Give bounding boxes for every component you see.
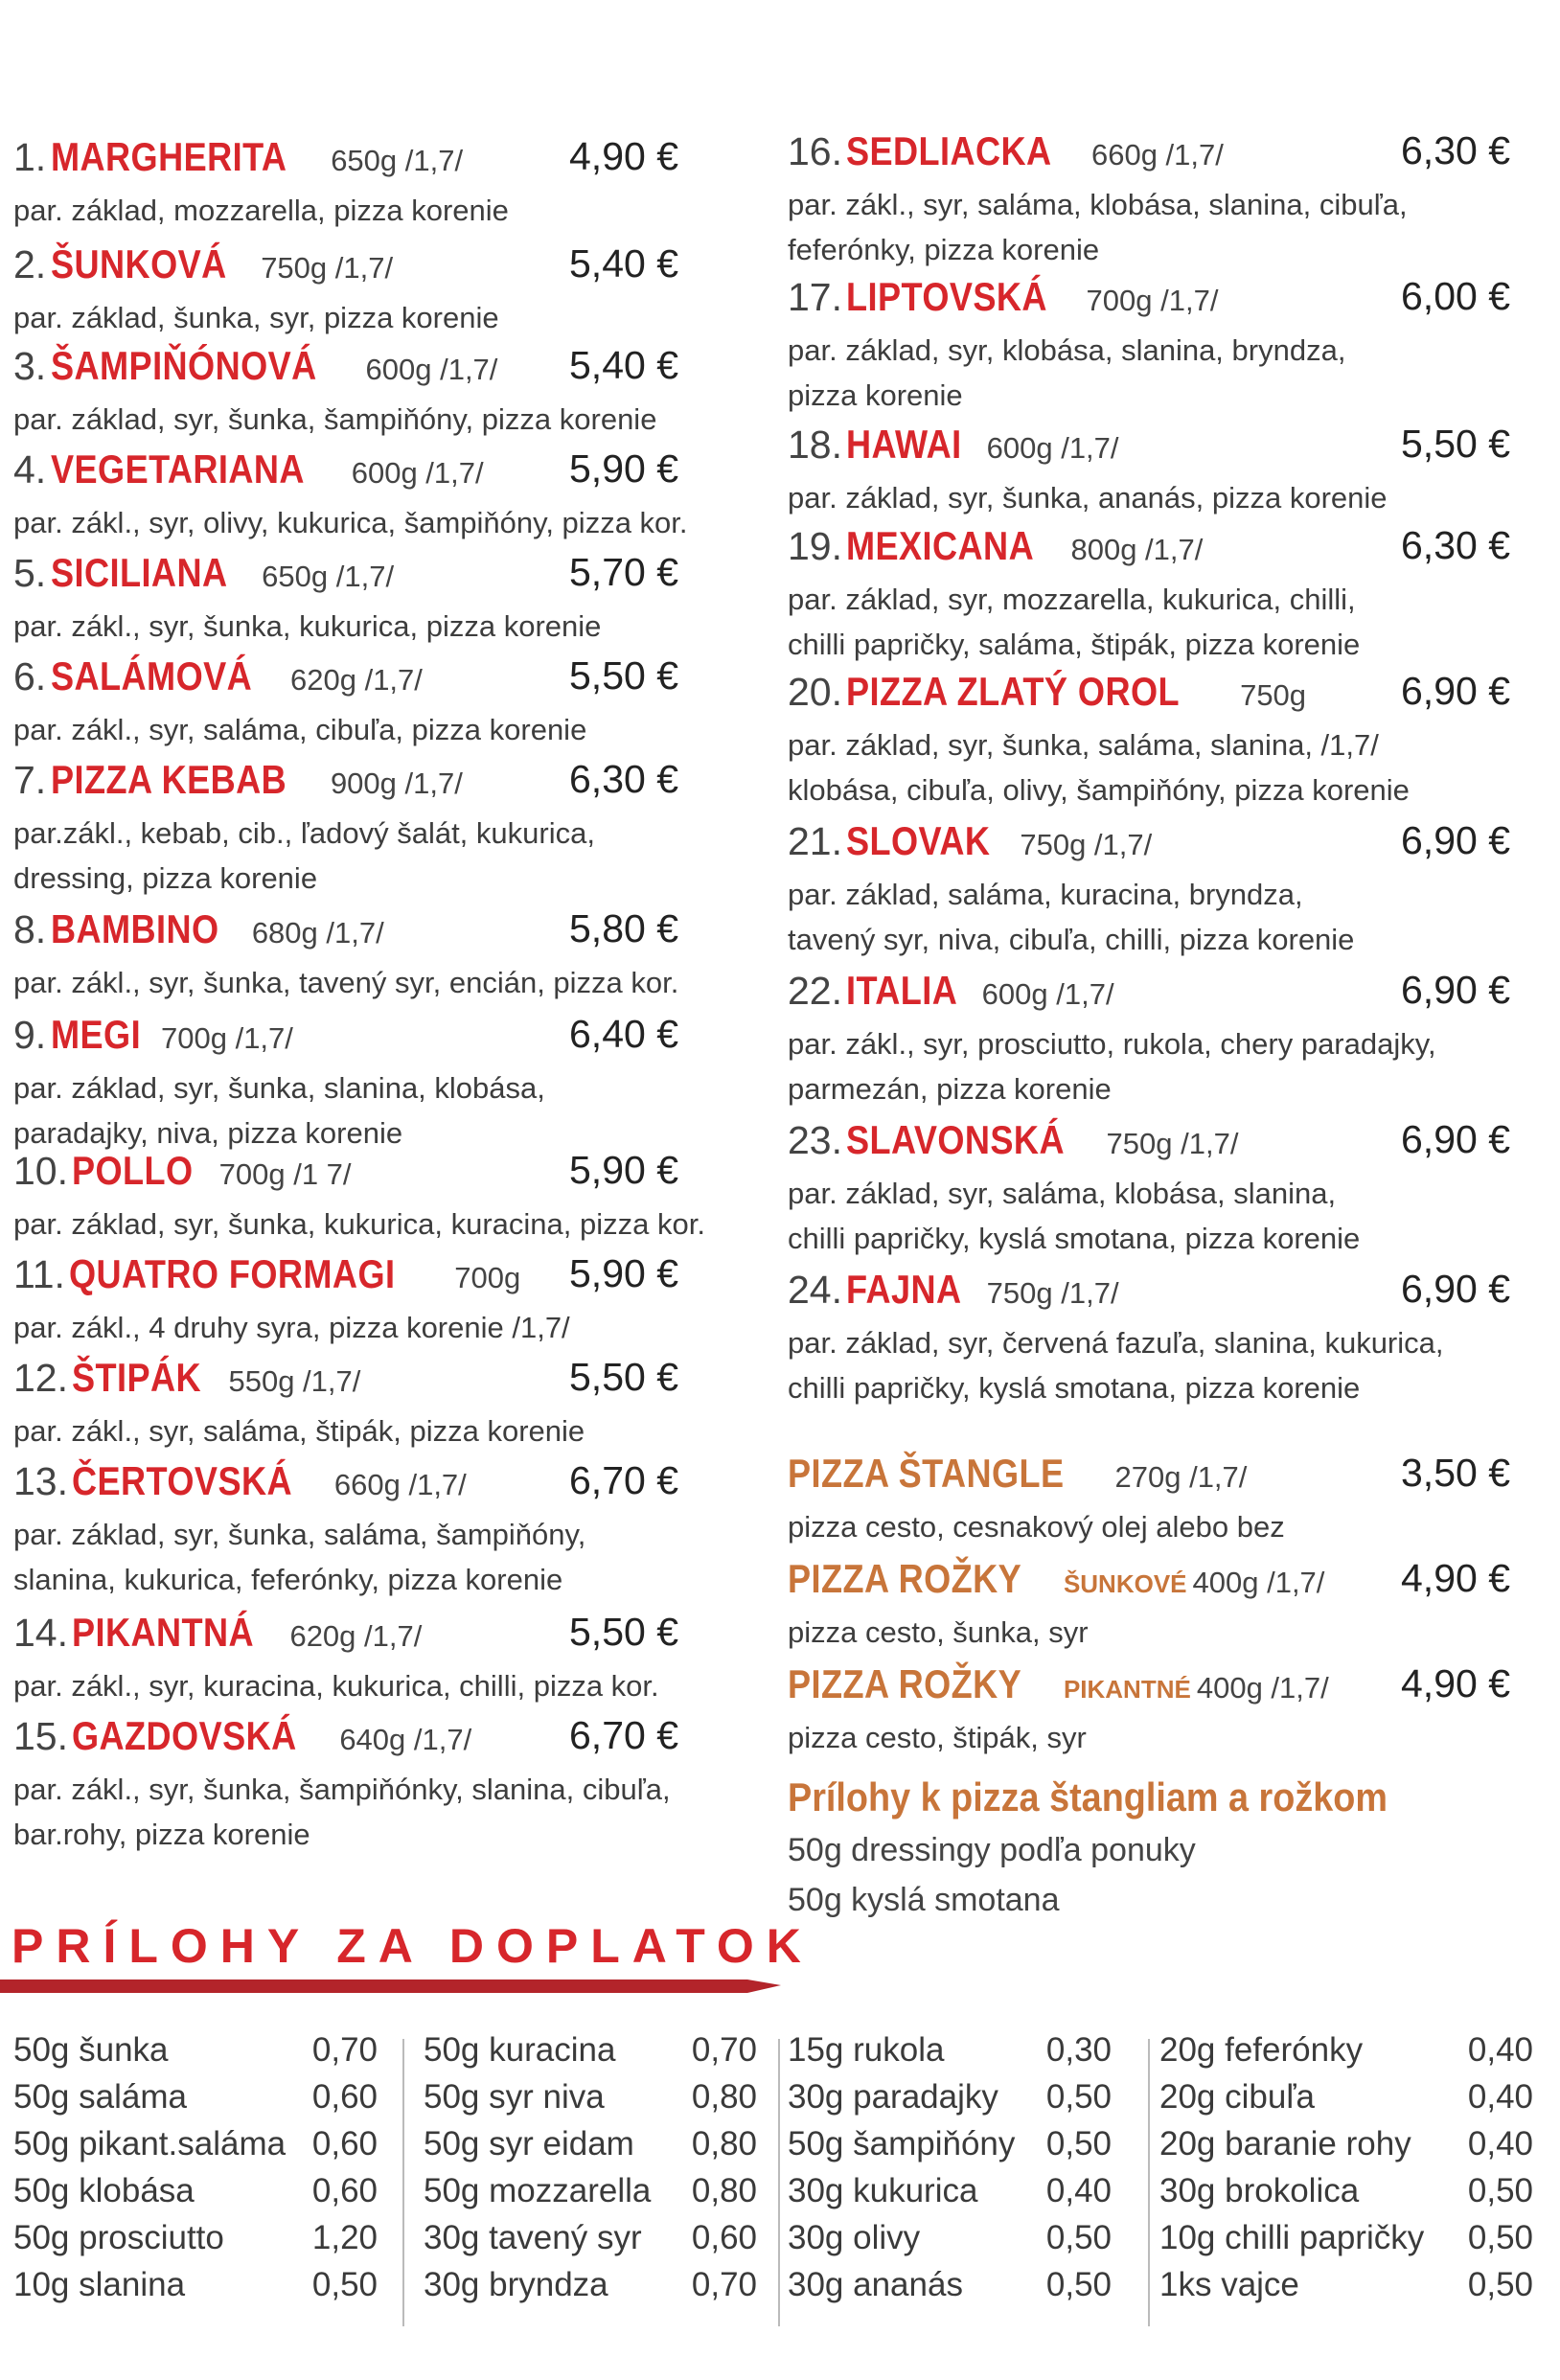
pizza-weight: 600g /1,7/ [365, 353, 498, 386]
column-divider [778, 2039, 780, 2326]
pizza-price: 6,30 € [1401, 523, 1510, 567]
pizza-item [788, 523, 1545, 667]
pizza-item [13, 1610, 770, 1708]
special-variant: PIKANTNÉ [1063, 1675, 1191, 1704]
pizza-description: par. základ, syr, saláma, klobása, slanina, [788, 1177, 1337, 1210]
pizza-description: par. základ, saláma, kuracina, bryndza, [788, 878, 1303, 911]
topping-name: 30g paradajky [788, 2078, 998, 2116]
topping-price: 0,50 [1045, 2125, 1112, 2163]
pizza-item [788, 1117, 1545, 1261]
topping-price: 0,60 [311, 2125, 378, 2163]
pizza-header [13, 757, 770, 811]
topping-name: 50g šampiňóny [788, 2125, 1016, 2163]
extras-line: 50g dressingy podľa ponuky [788, 1832, 1196, 1868]
pizza-description: parmezán, pizza korenie [788, 1072, 1112, 1106]
pizza-item [13, 653, 770, 752]
pizza-description: par. zákl., syr, olivy, kukurica, šampiňóny, pizza kor. [13, 506, 688, 539]
topping-row [13, 2078, 378, 2125]
pizza-weight: 900g /1,7/ [330, 767, 463, 800]
pizza-price: 6,30 € [1401, 128, 1510, 172]
pizza-weight: 700g [454, 1261, 521, 1294]
topping-row [1159, 2078, 1533, 2125]
pizza-description: par. základ, syr, šunka, saláma, slanina, /1,7/ [788, 728, 1379, 762]
pizza-header [13, 1458, 770, 1512]
pizza-weight: 700g /1 7/ [218, 1157, 352, 1191]
topping-row [424, 2172, 757, 2219]
pizza-name: VEGETARIANA [50, 446, 305, 492]
pizza-description: par. zákl., 4 druhy syra, pizza korenie /1,7/ [13, 1311, 570, 1344]
pizza-number: 15. [13, 1714, 68, 1758]
pizza-name: HAWAI [846, 422, 963, 467]
pizza-number: 14. [13, 1611, 68, 1655]
topping-price: 0,40 [1467, 2031, 1533, 2069]
pizza-price: 6,90 € [1401, 968, 1510, 1012]
special-weight: 400g /1,7/ [1192, 1566, 1325, 1599]
pizza-weight: 650g /1,7/ [331, 144, 464, 177]
pizza-price: 5,50 € [569, 1355, 678, 1399]
topping-name: 50g syr eidam [424, 2125, 634, 2163]
pizza-description: paradajky, niva, pizza korenie [13, 1116, 403, 1150]
topping-name: 20g baranie rohy [1159, 2125, 1411, 2163]
topping-name: 30g olivy [788, 2219, 921, 2256]
pizza-number: 5. [13, 551, 47, 595]
pizza-item [13, 1148, 770, 1247]
pizza-description: klobása, cibuľa, olivy, šampiňóny, pizza korenie [788, 773, 1410, 807]
special-description: pizza cesto, štipák, syr [788, 1721, 1087, 1754]
pizza-price: 5,70 € [569, 550, 678, 594]
toppings-column [13, 2031, 378, 2313]
topping-price: 0,60 [311, 2172, 378, 2209]
topping-price: 0,70 [691, 2031, 757, 2069]
special-description: pizza cesto, šunka, syr [788, 1615, 1089, 1649]
pizza-name: QUATRO FORMAGI [69, 1251, 396, 1296]
pizza-number: 4. [13, 447, 47, 492]
pizza-header [788, 968, 1545, 1021]
topping-row [13, 2031, 378, 2078]
topping-row [424, 2078, 757, 2125]
pizza-item [788, 818, 1545, 962]
pizza-weight: 800g /1,7/ [1070, 533, 1204, 566]
pizza-weight: 660g /1,7/ [1090, 138, 1224, 172]
topping-name: 50g prosciutto [13, 2219, 224, 2256]
pizza-header [13, 1610, 770, 1663]
pizza-weight: 700g /1,7/ [1086, 284, 1219, 317]
pizza-header [13, 241, 770, 295]
pizza-number: 20. [788, 670, 842, 714]
pizza-description: par. zákl., syr, šunka, kukurica, pizza korenie [13, 609, 602, 643]
topping-price: 0,50 [1045, 2219, 1112, 2256]
pizza-name: ŠUNKOVÁ [50, 241, 227, 286]
pizza-header [13, 653, 770, 707]
topping-row [788, 2125, 1112, 2172]
pizza-description: chilli papričky, kyslá smotana, pizza korenie [788, 1222, 1361, 1255]
pizza-header [13, 1713, 770, 1767]
toppings-column [424, 2031, 757, 2313]
pizza-header [13, 343, 770, 397]
pizza-item [788, 422, 1545, 520]
pizza-number: 22. [788, 969, 842, 1013]
topping-row [788, 2266, 1112, 2313]
pizza-weight: 600g /1,7/ [981, 977, 1114, 1011]
topping-price: 0,80 [691, 2172, 757, 2209]
topping-name: 20g cibuľa [1159, 2078, 1315, 2116]
pizza-description: par. zákl., syr, saláma, cibuľa, pizza korenie [13, 713, 587, 746]
pizza-description: par. základ, syr, šunka, šampiňóny, pizza korenie [13, 402, 657, 436]
pizza-name: ŠAMPIŇÓNOVÁ [50, 343, 317, 388]
pizza-header [788, 669, 1545, 722]
special-header [788, 1661, 1545, 1715]
pizza-item [13, 1355, 770, 1453]
pizza-weight: 640g /1,7/ [339, 1723, 472, 1756]
toppings-column [788, 2031, 1112, 2313]
pizza-item [13, 1251, 770, 1350]
topping-row [13, 2266, 378, 2313]
pizza-header [13, 134, 770, 188]
pizza-header [788, 818, 1545, 872]
pizza-weight: 750g /1,7/ [261, 251, 394, 285]
topping-price: 0,50 [1467, 2266, 1533, 2303]
pizza-price: 6,40 € [569, 1012, 678, 1056]
pizza-number: 23. [788, 1118, 842, 1162]
topping-price: 0,50 [1045, 2266, 1112, 2303]
pizza-weight: 660g /1,7/ [333, 1468, 467, 1501]
pizza-description: par.zákl., kebab, cib., ľadový šalát, kukurica, [13, 816, 595, 850]
topping-name: 30g kukurica [788, 2172, 978, 2209]
topping-price: 0,30 [1045, 2031, 1112, 2069]
pizza-item [13, 757, 770, 901]
topping-row [424, 2266, 757, 2313]
pizza-name: PIZZA KEBAB [50, 757, 287, 802]
topping-row [788, 2172, 1112, 2219]
pizza-price: 6,30 € [569, 757, 678, 801]
pizza-header [13, 1251, 770, 1305]
topping-price: 0,70 [691, 2266, 757, 2303]
pizza-weight: 750g [1240, 678, 1307, 712]
pizza-header [788, 422, 1545, 475]
topping-name: 50g klobása [13, 2172, 195, 2209]
pizza-header [788, 274, 1545, 328]
pizza-description: chilli papričky, saláma, štipák, pizza korenie [788, 628, 1361, 661]
topping-row [13, 2172, 378, 2219]
special-description: pizza cesto, cesnakový olej alebo bez [788, 1510, 1285, 1544]
pizza-description: par. základ, syr, šunka, slanina, klobása, [13, 1071, 545, 1105]
pizza-item [788, 1267, 1545, 1410]
column-divider [1148, 2039, 1150, 2326]
topping-name: 30g brokolica [1159, 2172, 1360, 2209]
topping-name: 10g chilli papričky [1159, 2219, 1425, 2256]
special-item [788, 1661, 1545, 1760]
pizza-description: pizza korenie [788, 378, 963, 412]
toppings-title: PRÍLOHY ZA DOPLATOK [11, 1919, 814, 1973]
pizza-price: 6,90 € [1401, 1267, 1510, 1311]
pizza-price: 4,90 € [569, 134, 678, 178]
pizza-weight: 700g /1,7/ [161, 1021, 293, 1055]
pizza-price: 6,70 € [569, 1458, 678, 1502]
pizza-price: 5,90 € [569, 1251, 678, 1295]
topping-name: 20g feferónky [1159, 2031, 1364, 2069]
topping-price: 0,50 [1467, 2219, 1533, 2256]
title-underline-bar [0, 1972, 795, 1999]
pizza-weight: 600g /1,7/ [986, 431, 1119, 465]
topping-price: 0,50 [311, 2266, 378, 2303]
pizza-description: par. základ, syr, mozzarella, kukurica, chilli, [788, 583, 1356, 616]
pizza-weight: 750g /1,7/ [1106, 1127, 1239, 1160]
special-price: 3,50 € [1401, 1451, 1510, 1495]
pizza-item [13, 906, 770, 1005]
pizza-name: SLOVAK [846, 818, 991, 863]
pizza-price: 6,70 € [569, 1713, 678, 1757]
topping-name: 10g slanina [13, 2266, 186, 2303]
pizza-description: slanina, kukurica, feferónky, pizza korenie [13, 1563, 563, 1596]
pizza-item [13, 343, 770, 442]
extras-line: 50g kyslá smotana [788, 1882, 1060, 1918]
pizza-number: 7. [13, 758, 47, 802]
topping-name: 50g syr niva [424, 2078, 605, 2116]
topping-price: 0,60 [691, 2219, 757, 2256]
pizza-price: 5,50 € [1401, 422, 1510, 466]
pizza-header [13, 1355, 770, 1408]
topping-price: 0,50 [1467, 2172, 1533, 2209]
topping-name: 50g kuracina [424, 2031, 616, 2069]
special-name: PIZZA ROŽKY [788, 1661, 1022, 1706]
pizza-number: 17. [788, 275, 842, 319]
pizza-item [788, 128, 1545, 272]
pizza-description: par. základ, syr, šunka, ananás, pizza korenie [788, 481, 1388, 515]
special-weight: 270g /1,7/ [1114, 1460, 1248, 1494]
special-name: PIZZA ŠTANGLE [788, 1451, 1065, 1496]
topping-row [788, 2031, 1112, 2078]
pizza-description: par. základ, mozzarella, pizza korenie [13, 194, 509, 227]
pizza-name: POLLO [72, 1148, 195, 1193]
pizza-description: par. zákl., syr, šunka, šampiňónky, slanina, cibuľa, [13, 1773, 671, 1806]
topping-price: 0,80 [691, 2125, 757, 2163]
column-divider [402, 2039, 404, 2326]
topping-name: 30g bryndza [424, 2266, 608, 2303]
pizza-price: 5,50 € [569, 1610, 678, 1654]
pizza-description: feferónky, pizza korenie [788, 233, 1100, 266]
pizza-item [788, 968, 1545, 1111]
pizza-weight: 750g /1,7/ [1020, 828, 1153, 861]
pizza-item [13, 1012, 770, 1156]
topping-name: 50g šunka [13, 2031, 169, 2069]
topping-row [13, 2125, 378, 2172]
pizza-number: 12. [13, 1356, 68, 1400]
topping-row [424, 2125, 757, 2172]
special-item [788, 1451, 1545, 1549]
pizza-description: par. zákl., syr, kuracina, kukurica, chilli, pizza kor. [13, 1669, 659, 1703]
pizza-item [788, 669, 1545, 812]
pizza-name: SLAVONSKÁ [846, 1117, 1066, 1162]
pizza-number: 24. [788, 1268, 842, 1312]
pizza-header [788, 1117, 1545, 1171]
pizza-header [13, 906, 770, 960]
pizza-description: chilli papričky, kyslá smotana, pizza korenie [788, 1371, 1361, 1405]
pizza-description: par. základ, syr, červená fazuľa, slanina, kukurica, [788, 1326, 1444, 1360]
pizza-name: SICILIANA [50, 550, 228, 595]
pizza-header [13, 446, 770, 500]
special-header [788, 1451, 1545, 1504]
pizza-header [788, 128, 1545, 182]
toppings-column [1159, 2031, 1533, 2313]
pizza-description: par. zákl., syr, šunka, tavený syr, encián, pizza kor. [13, 966, 679, 999]
topping-name: 30g tavený syr [424, 2219, 642, 2256]
topping-name: 50g pikant.saláma [13, 2125, 287, 2163]
pizza-description: par. zákl., syr, saláma, klobása, slanina, cibuľa, [788, 188, 1408, 221]
topping-price: 0,40 [1467, 2125, 1533, 2163]
pizza-name: SEDLIACKA [846, 128, 1053, 173]
topping-price: 0,50 [1045, 2078, 1112, 2116]
topping-price: 0,70 [311, 2031, 378, 2069]
topping-row [788, 2219, 1112, 2266]
pizza-number: 19. [788, 524, 842, 568]
pizza-number: 11. [13, 1252, 65, 1296]
pizza-price: 5,90 € [569, 446, 678, 491]
pizza-price: 6,90 € [1401, 818, 1510, 862]
pizza-weight: 550g /1,7/ [228, 1364, 361, 1398]
topping-name: 50g mozzarella [424, 2172, 652, 2209]
special-weight: 400g /1,7/ [1196, 1671, 1329, 1705]
pizza-description: tavený syr, niva, cibuľa, chilli, pizza korenie [788, 923, 1355, 956]
pizza-header [13, 550, 770, 604]
topping-row [13, 2219, 378, 2266]
topping-row [788, 2078, 1112, 2125]
special-header [788, 1556, 1545, 1610]
topping-name: 50g saláma [13, 2078, 187, 2116]
pizza-weight: 650g /1,7/ [262, 560, 395, 593]
pizza-number: 10. [13, 1149, 68, 1193]
pizza-name: LIPTOVSKÁ [846, 274, 1048, 319]
topping-name: 1ks vajce [1159, 2266, 1299, 2303]
pizza-name: ŠTIPÁK [72, 1355, 202, 1400]
special-variant: ŠUNKOVÉ [1063, 1569, 1187, 1598]
pizza-description: par. základ, syr, šunka, kukurica, kuracina, pizza kor. [13, 1207, 705, 1241]
pizza-item [13, 1458, 770, 1602]
pizza-item [13, 446, 770, 545]
topping-price: 1,20 [311, 2219, 378, 2256]
pizza-weight: 620g /1,7/ [289, 1619, 423, 1653]
pizza-name: PIZZA ZLATÝ OROL [846, 669, 1181, 714]
pizza-number: 6. [13, 654, 47, 698]
topping-price: 0,40 [1467, 2078, 1533, 2116]
pizza-weight: 750g /1,7/ [986, 1276, 1119, 1310]
pizza-name: FAJNA [846, 1267, 963, 1312]
pizza-price: 6,00 € [1401, 274, 1510, 318]
pizza-description: dressing, pizza korenie [13, 861, 318, 895]
topping-row [1159, 2031, 1533, 2078]
pizza-description: par. základ, šunka, syr, pizza korenie [13, 301, 499, 334]
pizza-weight: 680g /1,7/ [251, 916, 384, 950]
pizza-number: 21. [788, 819, 842, 863]
special-price: 4,90 € [1401, 1556, 1510, 1600]
special-price: 4,90 € [1401, 1661, 1510, 1705]
pizza-number: 1. [13, 135, 47, 179]
pizza-number: 8. [13, 907, 47, 951]
topping-price: 0,60 [311, 2078, 378, 2116]
pizza-number: 2. [13, 242, 47, 286]
pizza-description: par. základ, syr, klobása, slanina, bryndza, [788, 333, 1346, 367]
pizza-header [13, 1012, 770, 1065]
pizza-name: MEGI [50, 1012, 141, 1057]
pizza-number: 9. [13, 1013, 47, 1057]
pizza-price: 5,90 € [569, 1148, 678, 1192]
topping-price: 0,40 [1045, 2172, 1112, 2209]
pizza-description: par. zákl., syr, saláma, štipák, pizza korenie [13, 1414, 585, 1448]
pizza-description: par. základ, syr, šunka, saláma, šampiňóny, [13, 1518, 586, 1551]
extras-heading: Prílohy k pizza štangliam a rožkom [788, 1774, 1388, 1819]
pizza-item [13, 134, 770, 233]
pizza-weight: 620g /1,7/ [290, 663, 423, 697]
pizza-header [13, 1148, 770, 1201]
pizza-item [13, 550, 770, 649]
topping-row [1159, 2172, 1533, 2219]
pizza-item [13, 1713, 770, 1857]
topping-name: 15g rukola [788, 2031, 945, 2069]
pizza-name: MARGHERITA [50, 134, 287, 179]
pizza-header [788, 523, 1545, 577]
pizza-number: 13. [13, 1459, 68, 1503]
pizza-number: 16. [788, 129, 842, 173]
pizza-price: 5,40 € [569, 241, 678, 286]
topping-price: 0,80 [691, 2078, 757, 2116]
pizza-name: BAMBINO [50, 906, 219, 951]
topping-row [1159, 2266, 1533, 2313]
pizza-price: 6,90 € [1401, 669, 1510, 713]
pizza-description: par. zákl., syr, prosciutto, rukola, chery paradajky, [788, 1027, 1436, 1061]
pizza-number: 18. [788, 423, 842, 467]
pizza-price: 5,50 € [569, 653, 678, 698]
pizza-name: GAZDOVSKÁ [72, 1713, 298, 1758]
pizza-name: PIKANTNÁ [72, 1610, 255, 1655]
topping-row [424, 2219, 757, 2266]
pizza-price: 5,80 € [569, 906, 678, 950]
special-name: PIZZA ROŽKY [788, 1556, 1022, 1601]
pizza-name: ITALIA [846, 968, 958, 1013]
topping-row [424, 2031, 757, 2078]
pizza-name: SALÁMOVÁ [50, 653, 252, 698]
pizza-name: ČERTOVSKÁ [72, 1458, 293, 1503]
topping-name: 30g ananás [788, 2266, 963, 2303]
topping-row [1159, 2219, 1533, 2266]
pizza-weight: 600g /1,7/ [351, 456, 484, 490]
pizza-price: 5,40 € [569, 343, 678, 387]
pizza-price: 6,90 € [1401, 1117, 1510, 1161]
special-item [788, 1556, 1545, 1655]
pizza-item [788, 274, 1545, 418]
pizza-description: bar.rohy, pizza korenie [13, 1818, 310, 1851]
pizza-header [788, 1267, 1545, 1320]
topping-row [1159, 2125, 1533, 2172]
pizza-name: MEXICANA [846, 523, 1035, 568]
pizza-item [13, 241, 770, 340]
pizza-number: 3. [13, 344, 47, 388]
